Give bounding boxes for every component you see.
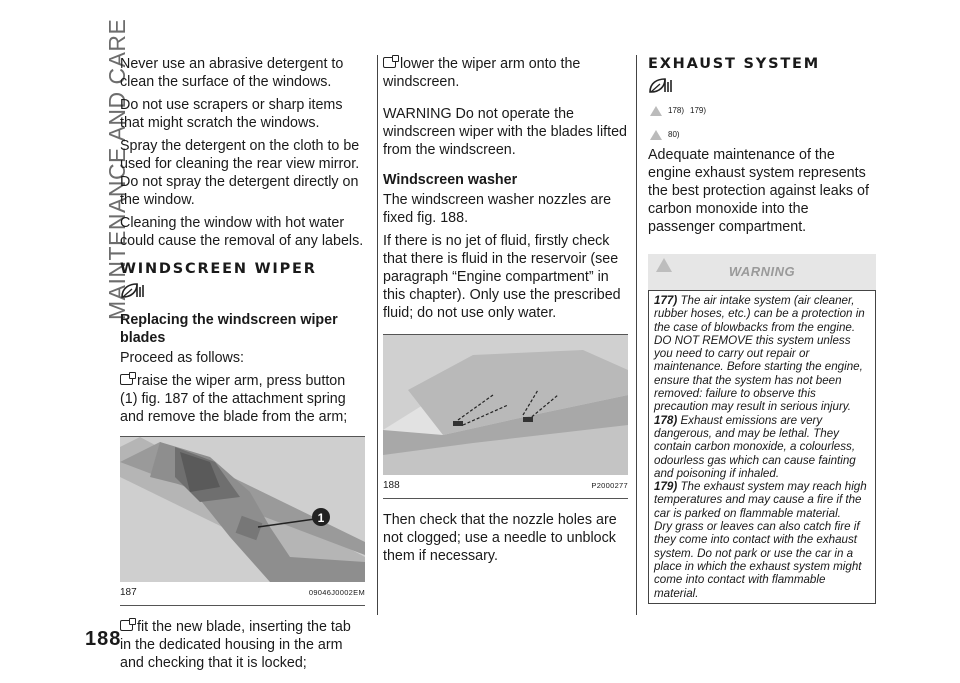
warning-paragraph: WARNING Do not operate the windscreen wiper with the blades lifted from the windscreen.: [383, 106, 627, 158]
warning-header: WARNING: [648, 254, 876, 290]
eco-leaf-icon: [648, 76, 876, 100]
bullet-item: lower the wiper arm onto the windscreen.: [383, 56, 581, 90]
paragraph: Spray the detergent on the cloth to be used for cleaning the rear view mirror. Do not spray the detergent directly on the window.: [120, 138, 360, 208]
paragraph: The windscreen washer nozzles are fixed fig. 188.: [383, 192, 612, 226]
column-3: [648, 55, 876, 604]
figure-188: [383, 334, 628, 499]
paragraph: Proceed as follows:: [120, 350, 244, 366]
bullet-item: fit the new blade, inserting the tab in the dedicated housing in the arm and checking that it is locked;: [120, 619, 351, 671]
paragraph: Adequate maintenance of the engine exhaust system represents the best protection against leaks of carbon monoxide into the passenger compartment.: [648, 147, 869, 235]
section-heading: WINDSCREEN WIPER: [120, 261, 317, 277]
column-divider: [377, 55, 378, 615]
paragraph: If there is no jet of fluid, firstly check that there is fluid in the reservoir (see paragraph “Engine compartment” in this chapter). Only use the prescribed fluid; do not use only water.: [383, 233, 621, 321]
column-2: [383, 55, 628, 570]
warning-box: 177) The air intake system (air cleaner, rubber hoses, etc.) can be a protection in the case of blowbacks from the engine. DO NOT REMOVE this system unless you need to carry out repair or maintenance. Before starting the engine, ensure that the system has not been removed: failure to observe this precaution may result in serious injury. 178) Exhaust emissions are very dangerous, and may be lethal. They contain carbon monoxide, a colourless, odourless gas which can cause fainting and poisoning if inhaled. 179) The exhaust system may reach high temperatures and may cause a fire if the car is parked on flammable material. Dry grass or leaves can also catch fire if they come into contact with the exhaust system. Do not park or use the car in a place in which the exhaust system might come into contact with flammable material.: [648, 290, 876, 604]
paragraph: Then check that the nozzle holes are not clogged; use a needle to unblock them if necessary.: [383, 512, 617, 564]
bullet-item: raise the wiper arm, press button (1) fig. 187 of the attachment spring and remove the blade from the arm;: [120, 373, 348, 425]
chapter-side-title: MAINTENANCE AND CARE: [104, 18, 130, 320]
note-triangle-icon: [650, 130, 662, 140]
warning-triangle-icon: [650, 106, 662, 116]
warning-triangle-icon: [656, 258, 672, 272]
bullet-icon: [120, 620, 133, 631]
wiper-arm-illustration: [120, 437, 365, 582]
figure-187: [120, 436, 365, 606]
figure-number: 187: [120, 587, 137, 598]
note-references: 80): [650, 126, 876, 144]
column-divider: [636, 55, 637, 615]
column-1: [120, 55, 365, 677]
windscreen-washer-illustration: [383, 335, 628, 475]
paragraph: Cleaning the window with hot water could cause the removal of any labels.: [120, 215, 364, 249]
warning-references: 178) 179): [650, 102, 876, 120]
paragraph: Do not use scrapers or sharp items that might scratch the windows.: [120, 97, 343, 131]
page-number: 188: [85, 628, 122, 650]
figure-code: 09046J0002EM: [308, 588, 365, 597]
figure-code: P2000277: [591, 481, 628, 490]
paragraph: Never use an abrasive detergent to clean the surface of the windows.: [120, 56, 344, 90]
bullet-icon: [120, 374, 133, 385]
figure-number: 188: [383, 480, 400, 491]
bullet-icon: [383, 57, 396, 68]
figure-callout: 1: [317, 511, 325, 525]
section-heading: EXHAUST SYSTEM: [648, 56, 820, 72]
subsection-heading: Windscreen washer: [383, 172, 518, 188]
eco-leaf-icon: [120, 281, 365, 305]
subsection-heading: Replacing the windscreen wiper blades: [120, 312, 338, 346]
